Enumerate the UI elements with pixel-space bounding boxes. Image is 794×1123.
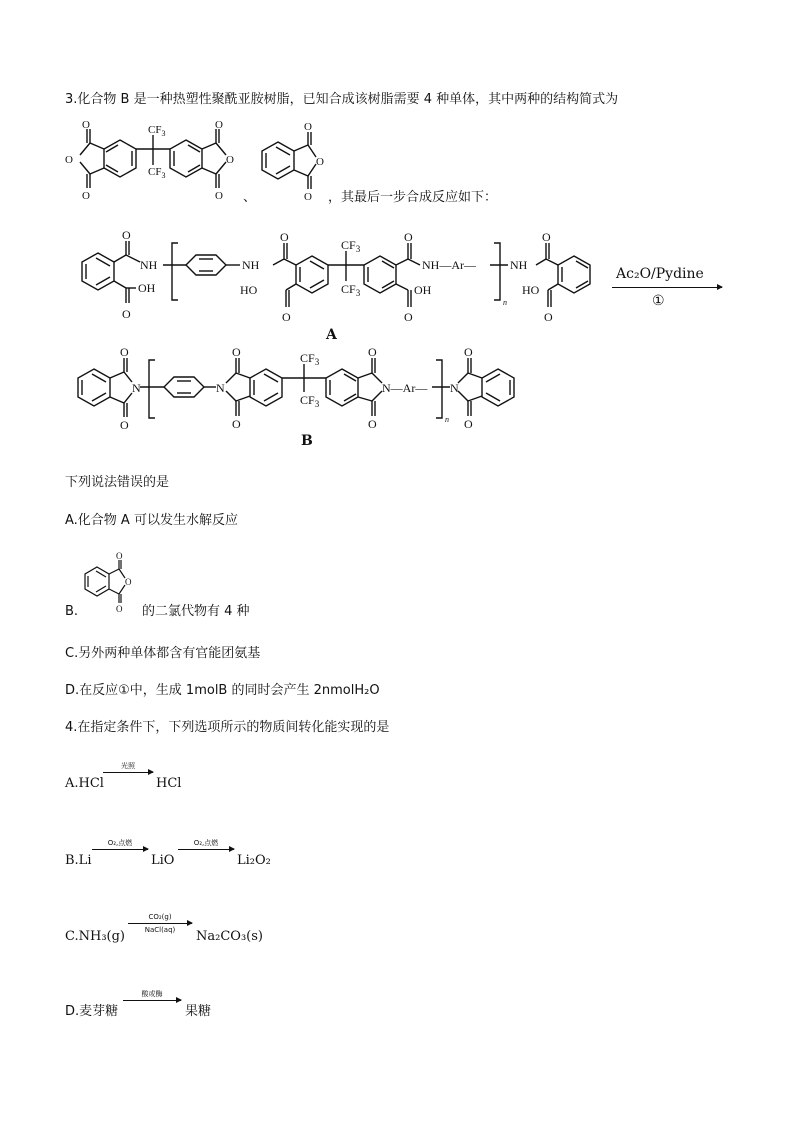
svg-text:O: O — [120, 345, 129, 359]
svg-text:CF3: $CF_3$ — [341, 238, 361, 254]
compound-A-structure — [60, 225, 620, 345]
q4-C-condition-bottom: NaCl(aq) — [144, 926, 176, 934]
svg-text:O: O — [215, 119, 223, 131]
svg-text:O: O — [82, 190, 90, 202]
q3-option-B-prefix: B. — [65, 604, 79, 619]
svg-text:O: O — [125, 577, 132, 587]
svg-text:CF3: $CF_3$ — [300, 393, 320, 409]
svg-text:O: O — [464, 417, 473, 431]
q3-option-C: C.另外两种单体都含有官能团氨基 — [65, 646, 261, 661]
svg-text:O: O — [368, 345, 377, 359]
q4-B-condition-2: O₂,点燃 — [193, 839, 219, 847]
svg-text:OH: OH — [138, 281, 156, 295]
q4-D-right: 果糖 — [185, 1004, 212, 1019]
svg-text:n: n — [503, 298, 507, 307]
svg-text:O: O — [404, 230, 413, 244]
svg-text:O: O — [316, 156, 324, 168]
q4-D-condition: 酸或酶 — [141, 990, 163, 998]
svg-text:CF3: $CF_3$ — [300, 351, 320, 367]
svg-text:O: O — [542, 230, 551, 244]
svg-text:NH: NH — [242, 258, 260, 272]
monomer-phthalic-anhydride-structure — [250, 120, 340, 205]
svg-text:O: O — [280, 230, 289, 244]
svg-text:N—Ar—: N—Ar— — [382, 381, 428, 395]
q3-option-A: A.化合物 A 可以发生水解反应 — [65, 513, 238, 528]
svg-text:n: n — [445, 415, 449, 424]
q3-option-D: D.在反应①中，生成 1molB 的同时会产生 2nmolH₂O — [65, 683, 380, 698]
label-compound-B: B — [301, 433, 313, 449]
svg-text:O: O — [544, 310, 553, 324]
q4-A-left: A.HCl — [65, 776, 104, 791]
q4-stem: 4.在指定条件下，下列选项所示的物质间转化能实现的是 — [65, 720, 390, 735]
svg-text:NH: NH — [510, 258, 528, 272]
svg-text:O: O — [82, 119, 90, 131]
q4-B-left: B.Li — [65, 853, 92, 868]
svg-text:N: N — [216, 381, 225, 395]
label-compound-A: A — [326, 327, 337, 343]
svg-text:CF3: $CF_3$ — [341, 282, 361, 298]
monomer-dianhydride-structure — [60, 115, 260, 205]
svg-text:OH: OH — [414, 283, 432, 297]
svg-text:O: O — [404, 310, 413, 324]
svg-text:O: O — [120, 418, 129, 432]
svg-text:HO: HO — [522, 283, 540, 297]
q4-B-condition-1: O₂,点燃 — [107, 839, 133, 847]
q3-stem-tail: ，其最后一步合成反应如下： — [328, 190, 498, 205]
svg-text:CF3: $CF_3$ — [148, 124, 166, 138]
svg-text:CF3: $CF_3$ — [148, 166, 166, 180]
q4-B-mid: LiO — [151, 853, 175, 868]
svg-text:NH—Ar—: NH—Ar— — [422, 258, 476, 272]
q3-stem: 3.化合物 B 是一种热塑性聚酰亚胺树脂，已知合成该树脂需要 4 种单体，其中两种的结构简式为 — [65, 92, 619, 107]
svg-text:O: O — [304, 191, 312, 203]
q4-C-left: C.NH₃(g) — [65, 929, 126, 944]
svg-text:O: O — [232, 417, 241, 431]
q4-D-left: D.麦芽糖 — [65, 1004, 119, 1019]
q4-C-arrow — [128, 923, 192, 924]
svg-text:N: N — [450, 381, 459, 395]
reaction-arrow — [612, 287, 722, 288]
q4-A-right: HCl — [156, 776, 182, 791]
svg-text:O: O — [215, 190, 223, 202]
q4-C-condition-top: CO₂(g) — [148, 913, 172, 921]
svg-text:O: O — [464, 345, 473, 359]
svg-text:O: O — [282, 310, 291, 324]
q4-D-arrow — [123, 1000, 181, 1001]
q4-A-condition: 光照 — [121, 762, 135, 770]
q4-B-arrow-2 — [178, 849, 234, 850]
svg-text:O: O — [65, 154, 73, 166]
q4-C-right: Na₂CO₃(s) — [196, 929, 263, 944]
option-B-phthalic-anhydride-structure — [75, 550, 145, 615]
svg-text:O: O — [226, 154, 234, 166]
q4-B-arrow-1 — [92, 849, 148, 850]
q4-B-right: Li₂O₂ — [237, 853, 271, 868]
monomer-separator: 、 — [243, 190, 257, 205]
q3-ask: 下列说法错误的是 — [65, 475, 170, 490]
svg-text:O: O — [116, 604, 123, 614]
svg-text:HO: HO — [240, 283, 258, 297]
svg-text:O: O — [122, 228, 131, 242]
svg-text:O: O — [368, 417, 377, 431]
svg-text:O: O — [116, 551, 123, 561]
svg-text:O: O — [232, 345, 241, 359]
svg-text:O: O — [304, 121, 312, 133]
compound-B-structure — [60, 340, 540, 435]
reagent-label: Ac₂O/Pydine — [616, 266, 704, 282]
svg-text:NH: NH — [140, 258, 158, 272]
step-marker: ① — [652, 293, 665, 309]
q3-option-B-text: 的二氯代物有 4 种 — [142, 604, 250, 619]
svg-text:O: O — [122, 307, 131, 321]
q4-A-arrow — [103, 772, 153, 773]
svg-text:N: N — [132, 381, 141, 395]
